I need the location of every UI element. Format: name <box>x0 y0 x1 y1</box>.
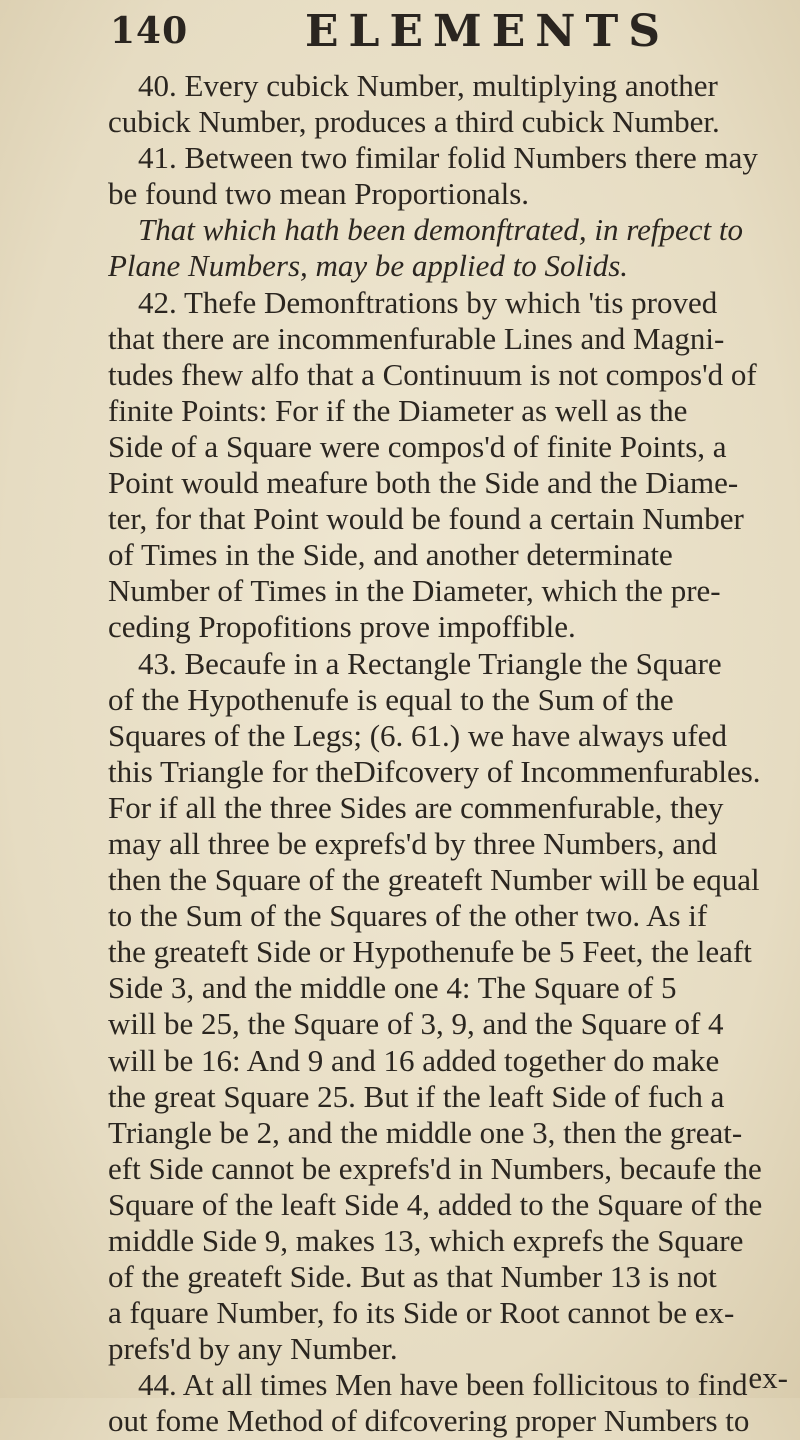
text-line: a fquare Number, fo its Side or Root cannot be ex- <box>108 1295 735 1331</box>
text-line: will be 16: And 9 and 16 added together do make <box>108 1042 720 1078</box>
text-line: That which hath been demonftrated, in refpect to <box>138 212 743 248</box>
page-number: 140 <box>110 10 189 52</box>
text-line: cubick Number, produces a third cubick Number. <box>108 104 720 140</box>
text-line: tudes fhew alfo that a Continuum is not compos'd of <box>108 356 757 392</box>
text-line: Number of Times in the Diameter, which the pre- <box>108 573 721 609</box>
text-line: then the Square of the greateft Number will be equal <box>108 862 760 898</box>
text-line: Side of a Square were compos'd of finite Points, a <box>108 428 727 464</box>
text-line: out fome Method of difcovering proper Numbers to <box>108 1403 750 1439</box>
text-line: finite Points: For if the Diameter as well as the <box>108 392 688 428</box>
catchword: ex- <box>748 1360 788 1395</box>
text-line: Side 3, and the middle one 4: The Square of 5 <box>108 970 677 1006</box>
page-header <box>110 6 750 70</box>
text-line: Point would meafure both the Side and the Diame- <box>108 465 739 501</box>
text-line: this Triangle for theDifcovery of Incommenfurables. <box>108 753 761 789</box>
text-line: eft Side cannot be exprefs'd in Numbers, becaufe the <box>108 1150 762 1186</box>
text-line: 43. Becaufe in a Rectangle Triangle the Square <box>138 645 722 681</box>
text-line: 44. At all times Men have been follicitous to find <box>138 1367 748 1403</box>
text-line: Squares of the Legs; (6. 61.) we have always ufed <box>108 717 727 753</box>
text-line: that there are incommenfurable Lines and Magni- <box>108 320 725 356</box>
text-line: the great Square 25. But if the leaft Side of fuch a <box>108 1078 725 1114</box>
text-line: be found two mean Proportionals. <box>108 176 530 212</box>
text-line: For if all the three Sides are commenfurable, they <box>108 789 724 825</box>
text-line: will be 25, the Square of 3, 9, and the Square of 4 <box>108 1006 724 1042</box>
text-line: ceding Propofitions prove impoffible. <box>108 609 576 645</box>
text-line: to the Sum of the Squares of the other two. As if <box>108 898 708 934</box>
text-line: may all three be exprefs'd by three Numbers, and <box>108 825 717 861</box>
text-line: Triangle be 2, and the middle one 3, then the great- <box>108 1114 743 1150</box>
text-line: 40. Every cubick Number, multiplying another <box>138 68 718 103</box>
text-line: ter, for that Point would be found a certain Number <box>108 501 744 537</box>
text-line: of Times in the Side, and another determinate <box>108 537 673 573</box>
text-line: 41. Between two fimilar folid Numbers there may <box>138 140 758 176</box>
running-head: ELEMENTS <box>305 6 670 57</box>
text-line: middle Side 9, makes 13, which exprefs the Square <box>108 1223 744 1258</box>
text-line: Plane Numbers, may be applied to Solids. <box>108 248 629 284</box>
body-text <box>108 68 798 1440</box>
text-line: the greateft Side or Hypothenufe be 5 Feet, the leaft <box>108 934 752 970</box>
text-line: of the Hypothenufe is equal to the Sum of the <box>108 681 674 717</box>
text-line: Square of the leaft Side 4, added to the Square of the <box>108 1186 763 1222</box>
text-line: prefs'd by any Number. <box>108 1331 398 1367</box>
text-line: 42. Thefe Demonftrations by which 'tis proved <box>138 284 718 320</box>
text-line: of the greateft Side. But as that Number 13 is not <box>108 1259 717 1295</box>
